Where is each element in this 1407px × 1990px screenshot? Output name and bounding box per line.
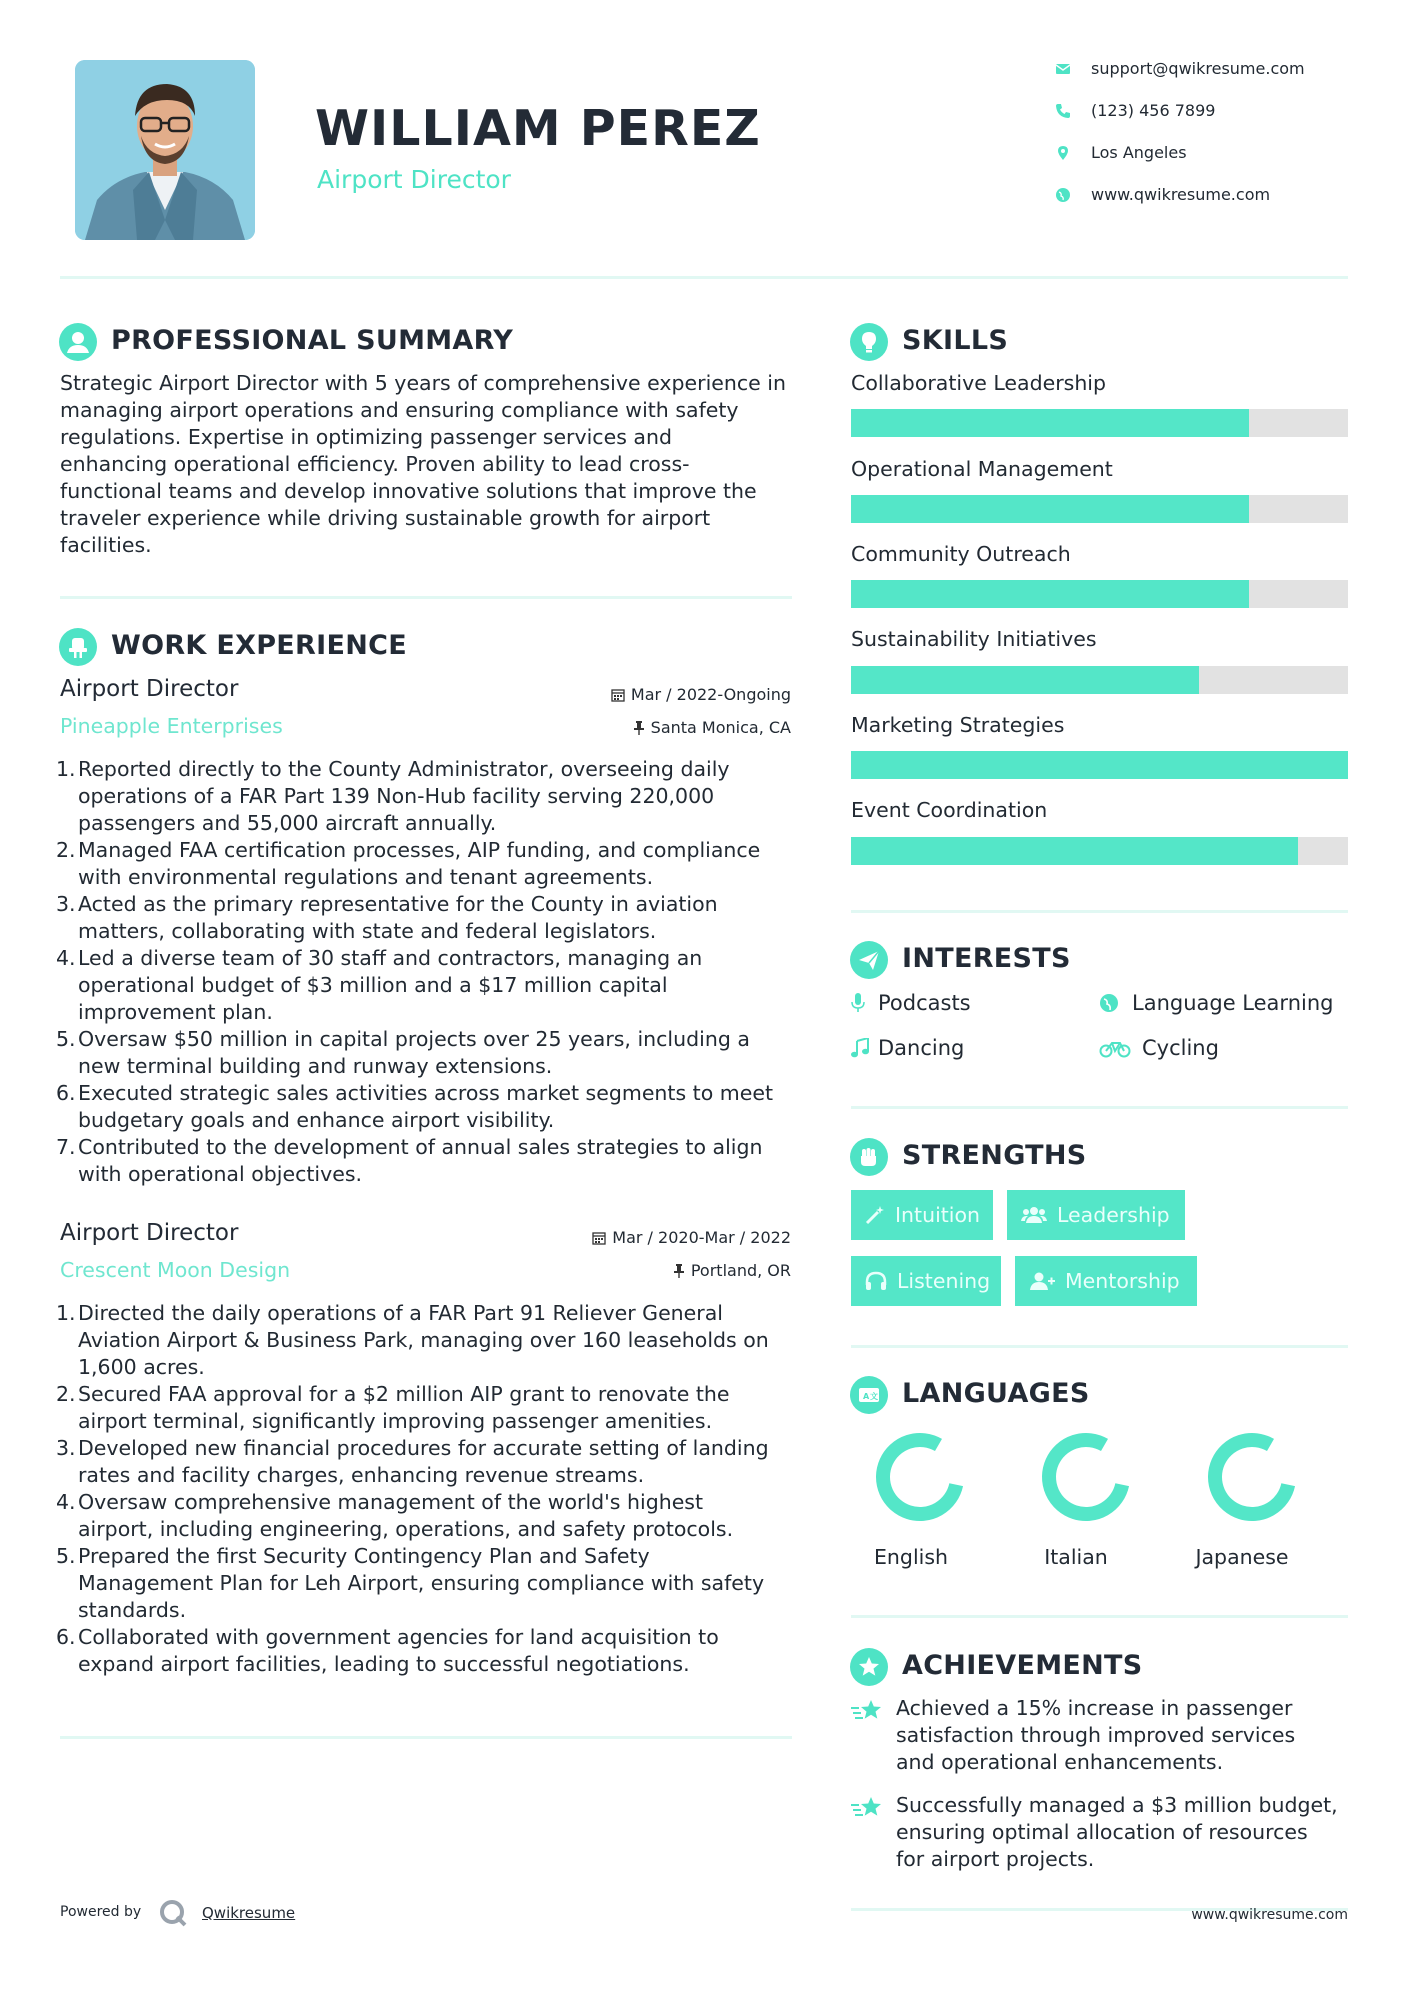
job-duties-list xyxy=(56,1300,800,1678)
skills-heading: SKILLS xyxy=(902,325,1009,356)
paper-plane-icon xyxy=(850,941,888,979)
achievements-heading: ACHIEVEMENTS xyxy=(902,1650,1143,1681)
interest-item xyxy=(851,1034,1091,1062)
strength-label: Listening xyxy=(897,1269,991,1293)
job-title: Airport Director xyxy=(60,676,239,702)
interests-heading: INTERESTS xyxy=(902,943,1071,974)
contact-location[interactable] xyxy=(1055,142,1355,164)
list-item: 5. Prepared the first Security Contingency Plan and Safety Management Plan for Leh Airport, ensuring compliance with safety standards. xyxy=(56,1544,765,1622)
shooting-star-icon xyxy=(851,1698,883,1728)
skill-bar-fill xyxy=(851,837,1298,865)
skill-bar-track xyxy=(851,666,1348,694)
job-location-text: Portland, OR xyxy=(690,1261,791,1280)
fist-icon xyxy=(850,1138,888,1176)
interest-label: Dancing xyxy=(878,1036,965,1060)
language-rings-svg xyxy=(850,1425,1350,1545)
skill-bar-fill xyxy=(851,495,1249,523)
strength-tag xyxy=(851,1256,1001,1306)
briefcase-icon xyxy=(59,628,97,666)
job-location xyxy=(673,1261,791,1280)
list-item: 6. Executed strategic sales activities across market segments to meet budgetary goals and enhance airport visibility. xyxy=(56,1081,773,1132)
experience-divider xyxy=(60,1736,792,1739)
contact-phone[interactable] xyxy=(1055,100,1355,122)
skill-label: Event Coordination xyxy=(851,798,1048,822)
contact-website-text: www.qwikresume.com xyxy=(1091,185,1271,204)
calendar-icon xyxy=(592,1231,606,1245)
star-badge-icon xyxy=(850,1648,888,1686)
svg-text:文: 文 xyxy=(870,1392,878,1401)
skill-bar-track xyxy=(851,495,1348,523)
profile-photo xyxy=(75,60,255,240)
experience-heading: WORK EXPERIENCE xyxy=(111,630,407,661)
interest-label: Language Learning xyxy=(1132,991,1334,1015)
languages-heading: LANGUAGES xyxy=(902,1378,1090,1409)
qwikresume-logo-icon xyxy=(158,1898,188,1932)
job-location-text: Santa Monica, CA xyxy=(650,718,791,737)
strength-label: Leadership xyxy=(1057,1203,1170,1227)
list-item: 3. Developed new financial procedures for accurate setting of landing rates and facility charges, enhancing revenue streams. xyxy=(56,1436,769,1487)
achievement-item: Achieved a 15% increase in passenger satisfaction through improved services and operational enhancements. xyxy=(896,1696,1296,1774)
strength-label: Mentorship xyxy=(1065,1269,1180,1293)
skill-bar-fill xyxy=(851,666,1199,694)
user-plus-icon xyxy=(1029,1271,1055,1291)
summary-line: regulations. Expertise in optimizing passenger services and xyxy=(60,425,672,449)
list-item: 4. Oversaw comprehensive management of the world's highest airport, including engineering, operations, and safety protocols. xyxy=(56,1490,734,1541)
summary-text xyxy=(60,370,800,559)
language-label: English xyxy=(873,1545,949,1569)
skill-label: Collaborative Leadership xyxy=(851,371,1107,395)
summary-line: enhancing operational efficiency. Proven ability to lead cross- xyxy=(60,452,690,476)
headphones-icon xyxy=(865,1271,887,1291)
header-divider xyxy=(60,276,1348,279)
contact-website[interactable] xyxy=(1055,184,1355,206)
list-item: 1. Reported directly to the County Administrator, overseeing daily operations of a FAR Part 139 Non-Hub facility serving 220,000 passengers and 55,000 aircraft annually. xyxy=(56,757,730,835)
summary-line: traveler experience while driving sustainable growth for airport xyxy=(60,506,711,530)
language-ring-english xyxy=(883,1440,956,1514)
music-note-icon xyxy=(851,1038,869,1058)
phone-icon xyxy=(1055,103,1071,119)
job-company: Crescent Moon Design xyxy=(60,1258,291,1282)
skill-bar-fill xyxy=(851,409,1249,437)
magic-wand-icon xyxy=(865,1205,885,1225)
job-title: Airport Director xyxy=(60,1220,239,1246)
skill-label: Operational Management xyxy=(851,457,1113,481)
summary-line: managing airport operations and ensuring compliance with safety xyxy=(60,398,739,422)
list-item: 3. Acted as the primary representative for the County in aviation matters, collaborating with state and federal legislators. xyxy=(56,892,718,943)
strength-tag xyxy=(1015,1256,1197,1306)
interest-label: Podcasts xyxy=(878,991,971,1015)
person-portrait-icon xyxy=(75,60,255,240)
skill-bar-fill xyxy=(851,751,1348,779)
list-item: 2. Secured FAA approval for a $2 million AIP grant to renovate the airport terminal, significantly improving passenger amenities. xyxy=(56,1382,730,1433)
summary-divider xyxy=(60,596,792,599)
footer-website[interactable]: www.qwikresume.com xyxy=(1191,1907,1348,1923)
svg-text:A: A xyxy=(863,1392,870,1401)
summary-heading: PROFESSIONAL SUMMARY xyxy=(111,325,514,356)
candidate-name: WILLIAM PEREZ xyxy=(315,100,761,157)
summary-line: Strategic Airport Director with 5 years of comprehensive experience in xyxy=(60,371,786,395)
contact-location-text: Los Angeles xyxy=(1091,143,1187,162)
lightbulb-icon xyxy=(850,323,888,361)
skill-label: Sustainability Initiatives xyxy=(851,627,1097,651)
language-ring-japanese xyxy=(1215,1440,1288,1514)
skill-bar-track xyxy=(851,409,1348,437)
summary-line: functional teams and develop innovative solutions that improve the xyxy=(60,479,757,503)
list-item: 6. Collaborated with government agencies for land acquisition to expand airport facilities, leading to successful negotiations. xyxy=(56,1625,719,1676)
microphone-icon xyxy=(851,993,865,1013)
interest-item xyxy=(1099,1034,1349,1062)
user-icon xyxy=(59,323,97,361)
pushpin-icon xyxy=(633,721,645,735)
users-icon xyxy=(1021,1205,1047,1225)
strength-label: Intuition xyxy=(895,1203,981,1227)
contact-email[interactable] xyxy=(1055,58,1355,80)
strength-tag xyxy=(851,1190,993,1240)
skill-bar-track xyxy=(851,751,1348,779)
skill-bar-track xyxy=(851,580,1348,608)
contact-email-text: support@qwikresume.com xyxy=(1091,59,1305,78)
job-date-text: Mar / 2022-Ongoing xyxy=(630,685,791,704)
list-item: 7. Contributed to the development of annual sales strategies to align with operational objectives. xyxy=(56,1135,763,1186)
strength-tag xyxy=(1007,1190,1185,1240)
language-ring-italian xyxy=(1049,1440,1122,1514)
skill-label: Marketing Strategies xyxy=(851,713,1065,737)
language-rings xyxy=(850,1425,1350,1545)
strengths-heading: STRENGTHS xyxy=(902,1140,1087,1171)
shooting-star-icon xyxy=(851,1795,883,1825)
contact-phone-text: (123) 456 7899 xyxy=(1091,101,1216,120)
job-company: Pineapple Enterprises xyxy=(60,714,283,738)
powered-by-label: Powered by xyxy=(60,1904,142,1920)
interest-item xyxy=(1099,989,1349,1017)
strengths-divider xyxy=(851,1345,1348,1348)
list-item: 4. Led a diverse team of 30 staff and contractors, managing an operational budget of $3 million and a $17 million capital improvement plan. xyxy=(56,946,703,1024)
language-label: Japanese xyxy=(1195,1545,1289,1569)
globe-icon xyxy=(1099,993,1119,1013)
bicycle-icon xyxy=(1099,1038,1131,1058)
map-pin-icon xyxy=(1055,145,1071,161)
job-date xyxy=(611,685,791,704)
language-icon xyxy=(850,1376,888,1414)
job-location xyxy=(633,718,791,737)
skill-label: Community Outreach xyxy=(851,542,1071,566)
interest-item xyxy=(851,989,1091,1017)
summary-line: facilities. xyxy=(60,533,152,557)
list-item: 5. Oversaw $50 million in capital projects over 25 years, including a new terminal building and runway extensions. xyxy=(56,1027,750,1078)
job-duties-list xyxy=(56,756,800,1188)
interests-divider xyxy=(851,1106,1348,1109)
language-label: Italian xyxy=(1044,1545,1108,1569)
qwikresume-link[interactable]: Qwikresume xyxy=(202,1904,296,1922)
candidate-title: Airport Director xyxy=(317,165,511,194)
languages-divider xyxy=(851,1615,1348,1618)
list-item: 2. Managed FAA certification processes, AIP funding, and compliance with environmental regulations and tenant agreements. xyxy=(56,838,761,889)
skill-bar-fill xyxy=(851,580,1249,608)
pushpin-icon xyxy=(673,1264,685,1278)
skills-divider xyxy=(851,910,1348,913)
skill-bar-track xyxy=(851,837,1348,865)
achievement-item: Successfully managed a $3 million budget, ensuring optimal allocation of resources for airport projects. xyxy=(896,1793,1338,1871)
envelope-icon xyxy=(1055,61,1071,77)
job-date-text: Mar / 2020-Mar / 2022 xyxy=(612,1228,791,1247)
list-item: 1. Directed the daily operations of a FAR Part 91 Reliever General Aviation Airport & Business Park, managing over 160 leaseholds on 1,600 acres. xyxy=(56,1301,769,1379)
job-date xyxy=(592,1228,791,1247)
interest-label: Cycling xyxy=(1142,1036,1219,1060)
calendar-icon xyxy=(611,688,625,702)
globe-icon xyxy=(1055,187,1071,203)
